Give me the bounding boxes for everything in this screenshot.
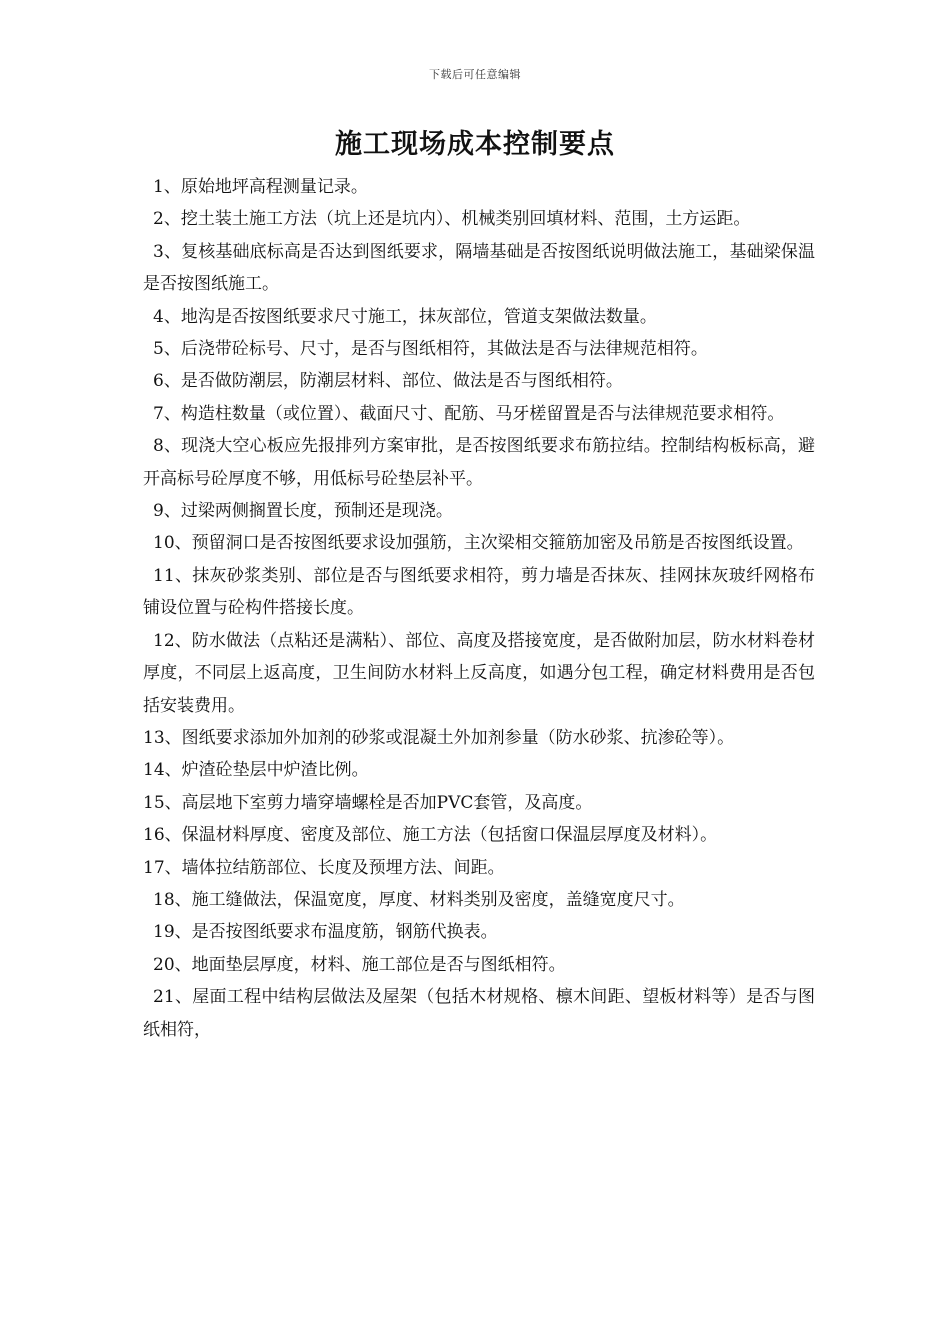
list-item: 11、抹灰砂浆类别、部位是否与图纸要求相符，剪力墙是否抹灰、挂网抹灰玻纤网格布铺设位置与砼构件搭接长度。 bbox=[143, 565, 815, 619]
list-item: 6、是否做防潮层，防潮层材料、部位、做法是否与图纸相符。 bbox=[153, 371, 623, 392]
list-item: 8、现浇大空心板应先报排列方案审批，是否按图纸要求布筋拉结。控制结构板标高，避开高标号砼厚度不够，用低标号砼垫层补平。 bbox=[143, 436, 815, 489]
list-item: 18、施工缝做法，保温宽度，厚度、材料类别及密度，盖缝宽度尺寸。 bbox=[153, 889, 685, 910]
list-item: 5、后浇带砼标号、尺寸，是否与图纸相符，其做法是否与法律规范相符。 bbox=[153, 339, 708, 360]
list-item: 20、地面垫层厚度，材料、施工部位是否与图纸相符。 bbox=[153, 954, 566, 975]
list-item: 15、高层地下室剪力墙穿墙螺栓是否加PVC套管，及高度。 bbox=[143, 792, 593, 813]
list-item: 13、图纸要求添加外加剂的砂浆或混凝土外加剂参量（防水砂浆、抗渗砼等）。 bbox=[143, 727, 735, 748]
list-item: 12、防水做法（点粘还是满粘）、部位、高度及搭接宽度，是否做附加层，防水材料卷材厚度，不同层上返高度，卫生间防水材料上反高度，如遇分包工程，确定材料费用是否包括安装费用。 bbox=[143, 630, 815, 716]
header-note: 下载后可任意编辑 bbox=[429, 68, 521, 81]
document-title: 施工现场成本控制要点 bbox=[335, 129, 615, 160]
list-item: 17、墙体拉结筋部位、长度及预埋方法、间距。 bbox=[143, 857, 505, 878]
list-item: 4、地沟是否按图纸要求尺寸施工，抹灰部位，管道支架做法数量。 bbox=[153, 306, 657, 327]
list-item: 7、构造柱数量（或位置）、截面尺寸、配筋、马牙槎留置是否与法律规范要求相符。 bbox=[153, 403, 785, 424]
list-item: 16、保温材料厚度、密度及部位、施工方法（包括窗口保温层厚度及材料）。 bbox=[143, 825, 718, 846]
list-item: 14、炉渣砼垫层中炉渣比例。 bbox=[143, 760, 369, 781]
list-item: 3、复核基础底标高是否达到图纸要求，隔墙基础是否按图纸说明做法施工，基础梁保温是否按图纸施工。 bbox=[143, 241, 815, 295]
control-points-list bbox=[143, 171, 815, 1046]
list-item: 19、是否按图纸要求布温度筋，钢筋代换表。 bbox=[153, 922, 498, 943]
list-item: 21、屋面工程中结构层做法及屋架（包括木材规格、檩木间距、望板材料等）是否与图纸相符， bbox=[143, 987, 815, 1040]
list-item: 9、过梁两侧搁置长度，预制还是现浇。 bbox=[153, 501, 453, 522]
list-item: 1、原始地坪高程测量记录。 bbox=[153, 177, 368, 197]
list-item: 10、预留洞口是否按图纸要求设加强筋，主次梁相交箍筋加密及吊筋是否按图纸设置。 bbox=[153, 533, 804, 554]
list-item: 2、挖土装土施工方法（坑上还是坑内）、机械类别回填材料、范围，土方运距。 bbox=[153, 209, 751, 230]
